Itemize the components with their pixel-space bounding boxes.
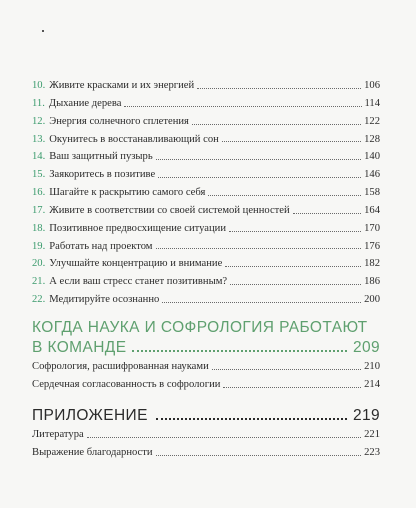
leader-dots (124, 105, 361, 107)
leader-dots (222, 140, 361, 142)
entry-title: Живите красками и их энергией (49, 80, 195, 91)
toc-entry[interactable] (32, 184, 380, 202)
entry-number: 22. (32, 294, 46, 306)
leader-dots (225, 265, 361, 267)
entry-page: 114 (364, 97, 380, 109)
page-mark (42, 30, 44, 32)
toc-entry[interactable] (32, 238, 380, 256)
leader-dots (156, 454, 362, 456)
section-heading-line2: В КОМАНДЕ (32, 339, 127, 356)
entry-title: Окунитесь в восстанавливающий сон (49, 133, 219, 145)
section-leader-dots (132, 349, 347, 352)
entry-title: Энергия солнечного сплетения (49, 115, 189, 127)
entry-page: 182 (364, 258, 380, 270)
entry-title: Улучшайте концентрацию и внимание (49, 258, 223, 270)
entry-number: 10. (32, 80, 46, 91)
entry-number: 21. (32, 276, 46, 288)
entry-page: 210 (364, 361, 380, 372)
entry-page: 223 (364, 446, 380, 458)
entry-title: Живите в соответствии со своей системой ценностей (49, 204, 290, 216)
entry-number: 12. (32, 115, 46, 127)
toc-entry[interactable] (32, 291, 380, 309)
leader-dots (212, 368, 361, 370)
entry-page: 106 (364, 80, 380, 91)
entry-title: Софрология, расшифрованная науками (32, 361, 209, 372)
appendix-heading-title: ПРИЛОЖЕНИЕ (32, 407, 148, 424)
leader-dots (293, 212, 361, 214)
appendix-leader-dots (156, 417, 347, 420)
toc-numbered-list (32, 77, 380, 309)
entry-title: Шагайте к раскрытию самого себя (49, 187, 206, 199)
toc-entry[interactable] (32, 358, 380, 376)
leader-dots (87, 436, 361, 438)
toc-entry[interactable] (32, 113, 380, 131)
section-page: 209 (352, 339, 380, 356)
entry-page: 128 (364, 133, 380, 145)
entry-number: 17. (32, 204, 46, 216)
leader-dots (197, 87, 361, 89)
entry-page: 214 (364, 378, 380, 390)
entry-page: 186 (364, 276, 380, 288)
toc-entry[interactable] (32, 131, 380, 149)
entry-number: 19. (32, 240, 46, 252)
entry-page: 176 (364, 240, 380, 252)
entry-title: А если ваш стресс станет позитивным? (49, 276, 228, 288)
entry-title: Заякоритесь в позитиве (49, 169, 156, 181)
leader-dots (229, 230, 361, 232)
toc-entry[interactable] (32, 77, 380, 95)
appendix-heading[interactable] (32, 406, 380, 426)
leader-dots (223, 386, 361, 388)
entry-page: 164 (364, 204, 380, 216)
toc-entry[interactable] (32, 95, 380, 113)
toc-entry[interactable] (32, 255, 380, 273)
leader-dots (156, 158, 361, 160)
entry-page: 146 (364, 169, 380, 181)
entry-number: 13. (32, 133, 46, 145)
toc-entry[interactable] (32, 376, 380, 394)
toc-entry[interactable] (32, 202, 380, 220)
toc-entry[interactable] (32, 148, 380, 166)
entry-title: Сердечная согласованность в софрологии (32, 378, 221, 390)
entry-number: 15. (32, 169, 46, 181)
entry-title: Позитивное предвосхищение ситуации (49, 222, 227, 234)
leader-dots (158, 176, 361, 178)
entry-page: 140 (364, 151, 380, 163)
entry-title: Выражение благодарности (32, 446, 153, 458)
leader-dots (156, 247, 362, 249)
toc-entry[interactable] (32, 444, 380, 462)
entry-page: 170 (364, 222, 380, 234)
entry-title: Медитируйте осознанно (49, 294, 160, 306)
toc-entry[interactable] (32, 220, 380, 238)
appendix-entries (32, 426, 380, 462)
leader-dots (162, 301, 361, 303)
entry-page: 200 (364, 294, 380, 306)
entry-number: 14. (32, 151, 46, 163)
entry-title: Дыхание дерева (48, 97, 122, 109)
section-heading-line1: КОГДА НАУКА И СОФРОЛОГИЯ РАБОТАЮТ (32, 319, 368, 336)
toc-entry[interactable] (32, 166, 380, 184)
toc-entry[interactable] (32, 273, 380, 291)
section-entries (32, 358, 380, 394)
entry-number: 18. (32, 222, 46, 234)
entry-number: 20. (32, 258, 46, 270)
leader-dots (192, 123, 361, 125)
leader-dots (230, 283, 361, 285)
appendix-page: 219 (352, 407, 380, 424)
entry-page: 221 (364, 429, 380, 440)
entry-page: 122 (364, 115, 380, 127)
section-heading[interactable] (32, 318, 380, 358)
entry-title: Литература (32, 429, 84, 440)
toc-entry[interactable] (32, 426, 380, 444)
entry-page: 158 (364, 187, 380, 199)
entry-number: 11. (32, 97, 45, 109)
entry-title: Работать над проектом (49, 240, 153, 252)
entry-title: Ваш защитный пузырь (49, 151, 153, 163)
entry-number: 16. (32, 187, 46, 199)
leader-dots (208, 194, 361, 196)
